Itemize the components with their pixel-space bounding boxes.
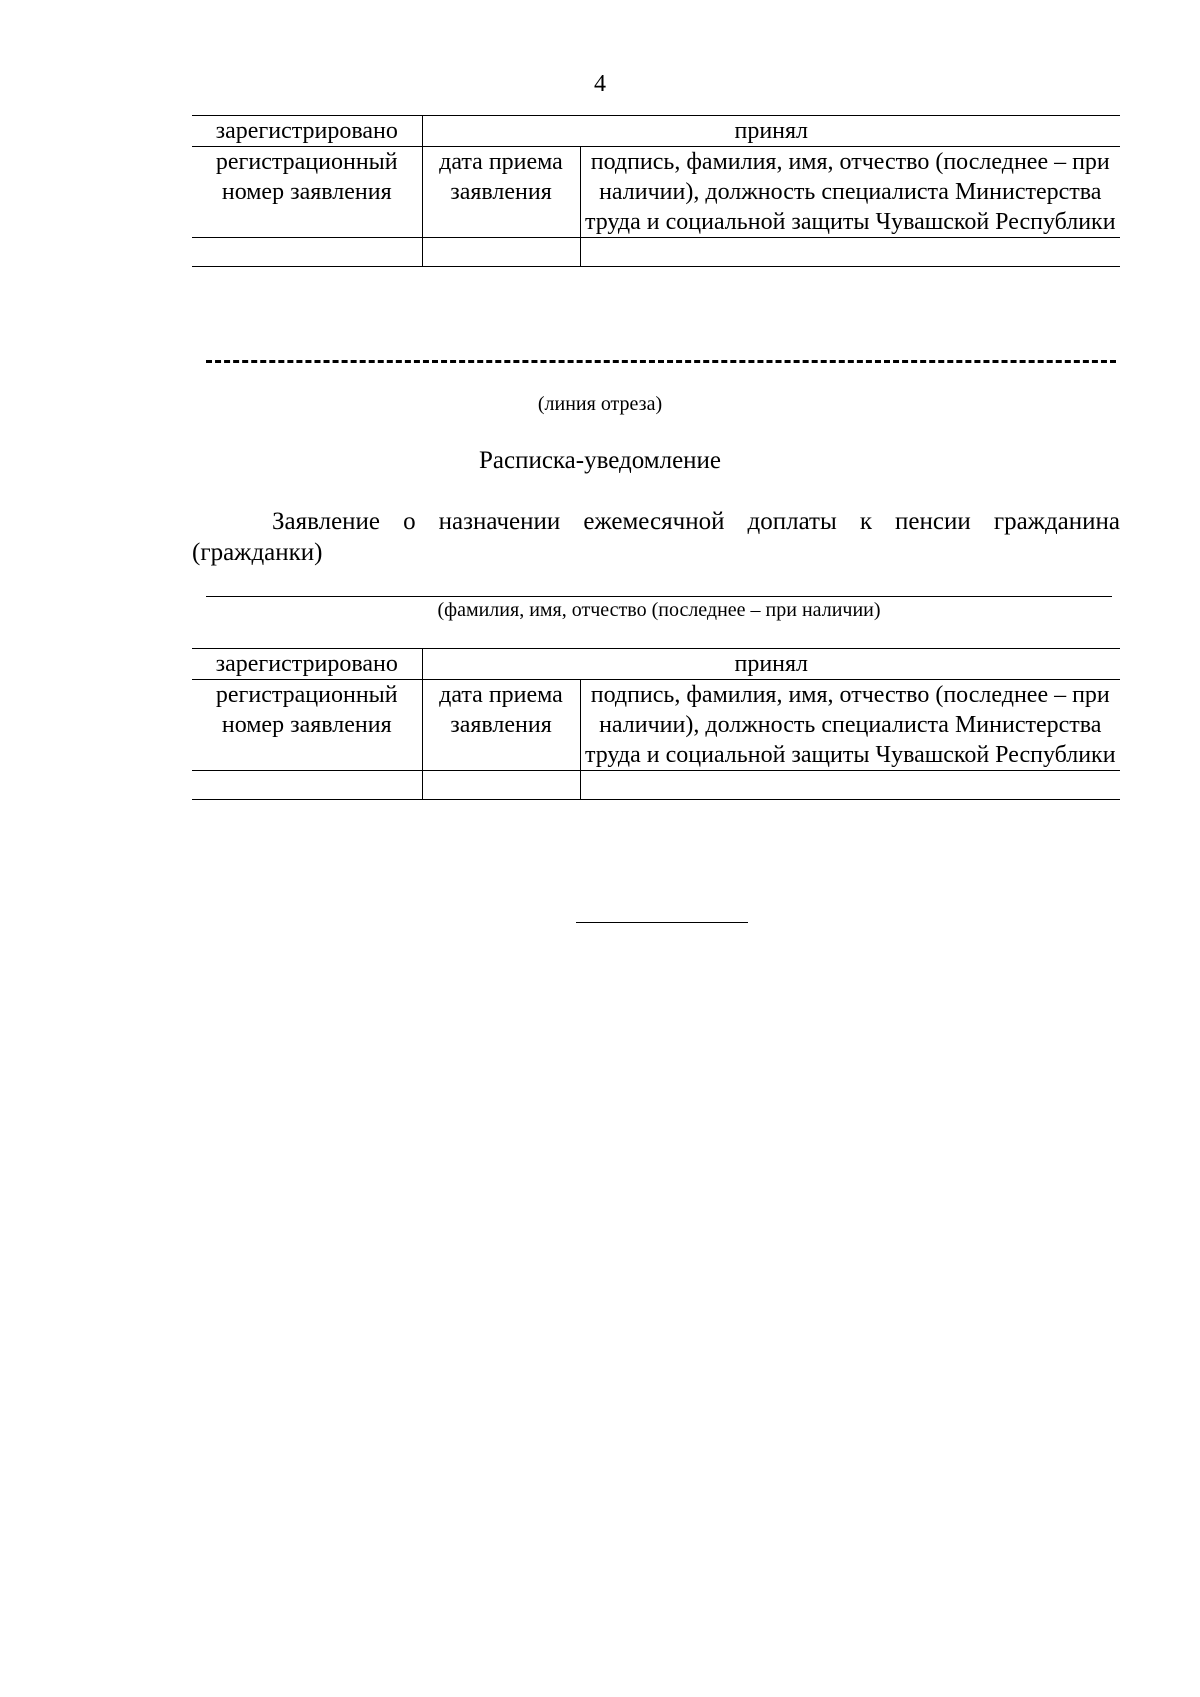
registered-label: зарегистрировано xyxy=(192,116,422,147)
signature-field[interactable] xyxy=(580,238,1120,267)
statement-text: Заявление о назначении ежемесячной доплаты к пенсии гражданина (гражданки) xyxy=(192,508,1120,566)
reg-number-field[interactable] xyxy=(192,238,422,267)
name-line[interactable] xyxy=(206,596,1112,597)
registration-table-bottom xyxy=(192,648,1120,800)
date-field[interactable] xyxy=(422,238,580,267)
reg-number-header: регистрационный номер заявления xyxy=(192,680,422,771)
accepted-label: принял xyxy=(422,116,1120,147)
name-caption: (фамилия, имя, отчество (последнее – при наличии) xyxy=(437,599,881,621)
signature-header: подпись, фамилия, имя, отчество (последнее – при наличии), должность специалиста Министерства труда и социальной защиты Чувашской Республики xyxy=(580,680,1120,771)
page-number: 4 xyxy=(594,71,606,97)
reg-number-field[interactable] xyxy=(192,771,422,800)
end-rule xyxy=(576,922,748,923)
reg-number-header: регистрационный номер заявления xyxy=(192,147,422,238)
signature-field[interactable] xyxy=(580,771,1120,800)
date-header: дата приема заявления xyxy=(422,680,580,771)
cut-caption: (линия отреза) xyxy=(537,393,663,415)
date-header: дата приема заявления xyxy=(422,147,580,238)
registered-label: зарегистрировано xyxy=(192,649,422,680)
accepted-label: принял xyxy=(422,649,1120,680)
registration-table-top xyxy=(192,115,1120,267)
cut-line xyxy=(206,360,1116,363)
receipt-title: Расписка-уведомление xyxy=(478,447,722,474)
signature-header: подпись, фамилия, имя, отчество (последнее – при наличии), должность специалиста Министерства труда и социальной защиты Чувашской Республики xyxy=(580,147,1120,238)
date-field[interactable] xyxy=(422,771,580,800)
